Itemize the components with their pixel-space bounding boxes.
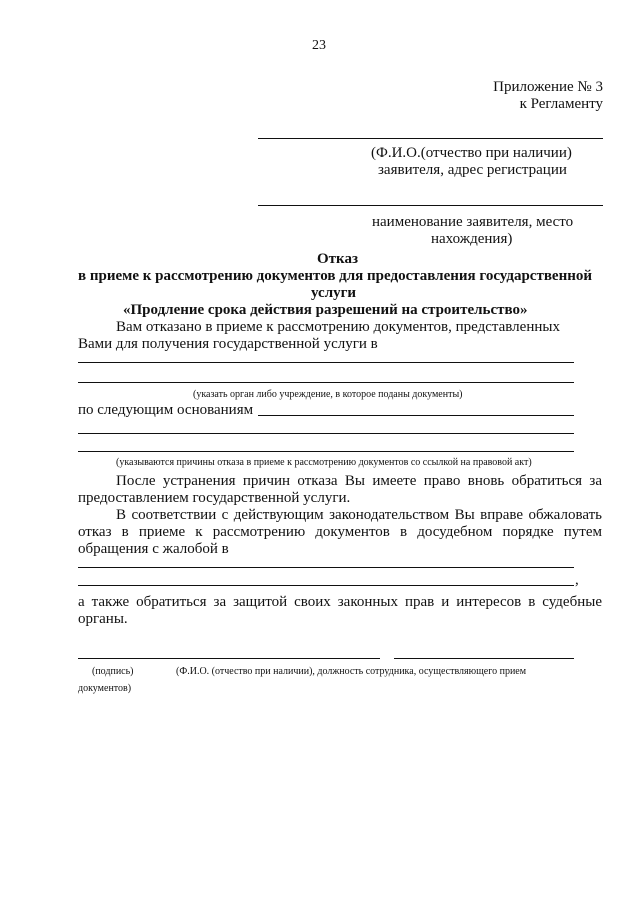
applicant-fio-line <box>258 138 603 139</box>
appeal-fill-line-1 <box>78 567 574 568</box>
appendix-regulation: к Регламенту <box>519 96 603 112</box>
title-subject: в приеме к рассмотрению документов для предоставления государственной <box>78 268 592 284</box>
court-paragraph-line2: органы. <box>78 611 128 627</box>
appeal-paragraph-line1: В соответствии с действующим законодательством Вы вправе обжаловать <box>116 507 602 523</box>
page-number: 23 <box>312 38 326 53</box>
refusal-paragraph-line2: Вами для получения государственной услуги в <box>78 336 378 352</box>
applicant-fio-hint: (Ф.И.О.(отчество при наличии) <box>371 145 572 161</box>
signature-line <box>78 658 380 659</box>
grounds-fill-line-1 <box>258 415 574 416</box>
applicant-location-hint: нахождения) <box>431 231 513 247</box>
grounds-fill-line-2 <box>78 433 574 434</box>
appeal-paragraph-line2: отказ в приеме к рассмотрению документов в досудебном порядке путем <box>78 524 602 540</box>
fio-line <box>394 658 574 659</box>
appeal-comma: , <box>575 572 579 588</box>
organ-fill-line-1 <box>78 362 574 363</box>
organ-fill-line-2 <box>78 382 574 383</box>
title-service-word: услуги <box>311 285 357 301</box>
applicant-name-line <box>258 205 603 206</box>
refusal-paragraph-line1: Вам отказано в приеме к рассмотрению документов, представленных <box>116 319 560 335</box>
reapply-paragraph-line1: После устранения причин отказа Вы имеете право вновь обратиться за <box>116 473 602 489</box>
court-paragraph-line1: а также обратиться за защитой своих законных прав и интересов в судебные <box>78 594 602 610</box>
signature-hint: (подпись) <box>92 666 134 677</box>
appendix-number: Приложение № 3 <box>493 79 603 95</box>
organ-hint: (указать орган либо учреждение, в которое поданы документы) <box>193 389 463 400</box>
officer-fio-hint-cont: документов) <box>78 683 132 694</box>
grounds-label: по следующим основаниям <box>78 402 254 418</box>
appeal-paragraph-line3: обращения с жалобой в <box>78 541 229 557</box>
reasons-hint: (указываются причины отказа в приеме к рассмотрению документов со ссылкой на правовой акт) <box>116 457 532 468</box>
appeal-fill-line-2 <box>78 585 574 586</box>
reapply-paragraph-line2: предоставлением государственной услуги. <box>78 490 351 506</box>
title-service-name: «Продление срока действия разрешений на строительство» <box>123 302 528 318</box>
title-refusal: Отказ <box>317 251 358 267</box>
officer-fio-hint: (Ф.И.О. (отчество при наличии), должность сотрудника, осуществляющего прием <box>176 666 527 677</box>
applicant-name-hint: наименование заявителя, место <box>372 214 574 230</box>
grounds-fill-line-3 <box>78 451 574 452</box>
applicant-address-hint: заявителя, адрес регистрации <box>378 162 567 178</box>
